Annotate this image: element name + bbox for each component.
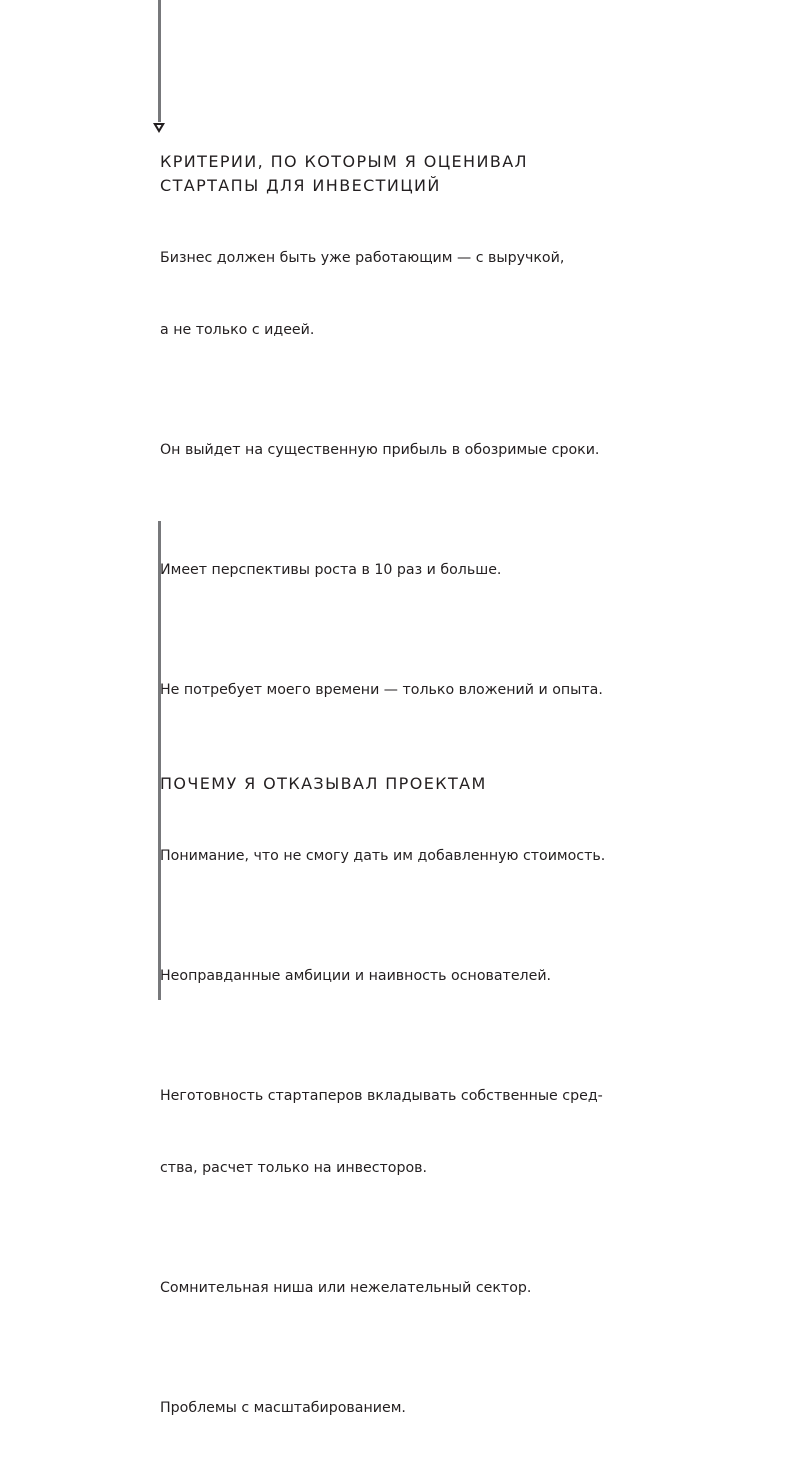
list-item-line: Понимание, что не смогу дать им добавленную стоимость. (160, 848, 606, 864)
criteria-section (160, 150, 680, 750)
heading-line: КРИТЕРИИ, ПО КОТОРЫМ Я ОЦЕНИВАЛ (160, 152, 528, 171)
page-content (160, 150, 680, 1468)
list-item-line: Он выйдет на существенную прибыль в обозримые сроки. (160, 442, 600, 458)
list-item-line: а не только с идеей. (160, 322, 315, 338)
vertical-rule-top (158, 0, 161, 122)
list-item-line: ства, расчет только на инвесторов. (160, 1160, 428, 1176)
list-item (160, 1036, 680, 1228)
list-item-line: Проблемы с масштабированием. (160, 1400, 406, 1416)
rejections-heading (160, 772, 680, 796)
list-item-line: Не потребует моего времени — только вложений и опыта. (160, 682, 603, 698)
list-item (160, 796, 680, 916)
criteria-heading (160, 150, 680, 198)
list-item-line: Неоправданные амбиции и наивность основателей. (160, 968, 552, 984)
list-item (160, 510, 680, 630)
list-item (160, 1348, 680, 1468)
heading-line: СТАРТАПЫ ДЛЯ ИНВЕСТИЦИЙ (160, 176, 441, 195)
list-item (160, 630, 680, 750)
list-item-line: Имеет перспективы роста в 10 раз и больше. (160, 562, 502, 578)
criteria-list (160, 198, 680, 750)
rejections-list (160, 796, 680, 1468)
list-item (160, 1228, 680, 1348)
list-item (160, 916, 680, 1036)
list-item-line: Неготовность стартаперов вкладывать собственные сред- (160, 1088, 603, 1104)
list-item-line: Бизнес должен быть уже работающим — с выручкой, (160, 250, 565, 266)
arrow-down-icon (152, 122, 166, 134)
list-item (160, 198, 680, 390)
list-item-line: Сомнительная ниша или нежелательный сектор. (160, 1280, 532, 1296)
heading-line: ПОЧЕМУ Я ОТКАЗЫВАЛ ПРОЕКТАМ (160, 774, 487, 793)
list-item (160, 390, 680, 510)
rejections-section (160, 772, 680, 1468)
